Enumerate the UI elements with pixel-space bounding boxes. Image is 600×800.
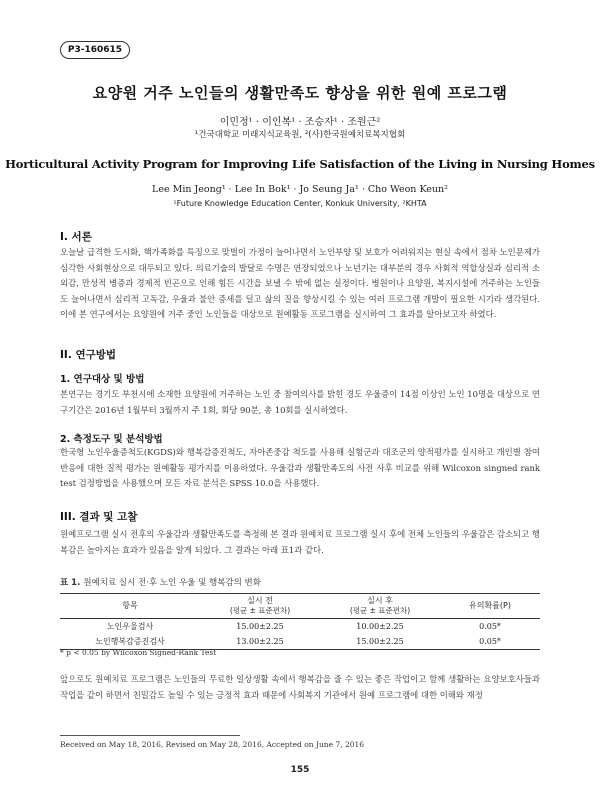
- results-paragraph: 원예프로그램 실시 전후의 우울감과 생활만족도를 측정해 본 결과 원예치료 프로그램 실시 후에 전체 노인들의 우울감은 감소되고 행복감은 높아지는 효과가 있음을 알게 되었다. 그 결과는 아래 표1과 같다.: [60, 529, 540, 555]
- korean-affiliation: ¹건국대학교 미래지식교육원, ²(사)한국원예치료복지협회: [194, 130, 406, 140]
- header-before: 실시 전 (평균 ± 표준편차): [229, 596, 291, 615]
- subjects-paragraph: 본연구는 경기도 부천시에 소재한 요양원에 거주하는 노인 중 참여의사를 밝힌 경도 우울증이 14점 이상인 노인 10명을 대상으로 연구기간은 2016년 1월부터 3월까지 주 1회, 회당 90분, 총 10회를 실시하였다.: [60, 389, 540, 415]
- subsection-heading-measures: 2. 측정도구 및 분석방법: [60, 434, 163, 445]
- table-row: [60, 619, 540, 635]
- table-caption-label: 표 1.: [60, 578, 81, 588]
- korean-authors: 이민정¹ · 이인복¹ · 조승자¹ · 조원근²: [219, 117, 381, 128]
- table-caption-text: 원예치료 실시 전·후 노인 우울 및 행복감의 변화: [83, 578, 261, 588]
- introduction-paragraph: 오늘날 급격한 도시화, 핵가족화를 특징으로 맞벌이 가정이 늘어나면서 노인부양 및 보호가 어려워지는 현실 속에서 점차 노인문제가 심각한 사회현상으로 대두되고 있다. 의료기술의 발달로 수명은 연장되었으나 노년기는 대부분의 경우 사회적 역할상실과 심리적 소외감, 만성적 병증과 경제적 빈곤으로 인해 힘든 시간을 보낼 수 밖에 없는 실정이다. 병원이나 요양원, 복지시설에 거주하는 노인들도 늘어나면서 심리적 고독감, 우울과 불안 증세를 덜고 삶의 질을 향상시킬 수 있는 여러 프로그램 개발이 필요한 시기라 생각된다. 이에 본 연구에서는 요양원에 거주 중인 노인들을 대상으로 원예활동 프로그램을 실시하여 그 효과를 알아보고자 하였다.: [60, 247, 540, 320]
- measures-paragraph: 한국형 노인우울증척도(KGDS)와 행복감증진척도, 자아존중감 척도를 사용해 실험군과 대조군의 양적평가를 실시하고 개인별 참여 반응에 대한 질적 평가는 원예활동 평가지를 이용하였다. 우울감과 생활만족도의 사전 사후 비교를 위해 Wilcoxon singned rank test 검정방법을 사용했으며 모든 자료 분석은 SPSS 10.0을 사용했다.: [60, 447, 540, 489]
- page-number: 155: [290, 765, 310, 775]
- paper-id-badge: P3-160615: [60, 41, 130, 59]
- table-cell: 15.00±2.25: [236, 622, 284, 631]
- footnote-divider: [60, 735, 240, 736]
- table-cell: 13.00±2.25: [236, 637, 284, 646]
- table-cell: 0.05*: [479, 622, 501, 631]
- received-dates: Received on May 18, 2016, Revised on May 28, 2016, Accepted on June 7, 2016: [60, 740, 365, 749]
- english-affiliation: ¹Future Knowledge Education Center, Konkuk University, ²KHTA: [173, 199, 427, 208]
- header-pvalue: 유의확률(P): [469, 601, 511, 610]
- table-cell: 노인우울검사: [106, 622, 154, 631]
- header-after: 실시 후 (평균 ± 표준편차): [349, 596, 411, 615]
- table-caption: [60, 576, 261, 588]
- table-cell: 10.00±2.25: [356, 622, 404, 631]
- english-title: Horticultural Activity Program for Improving Life Satisfaction of the Living in Nursing Homes: [5, 157, 595, 171]
- section-heading-introduction: I. 서론: [60, 231, 92, 243]
- english-authors: Lee Min Jeong¹ · Lee In Bok¹ · Jo Seung Ja¹ · Cho Weon Keun²: [152, 184, 448, 195]
- table-cell: 노인행복감증진검사: [95, 637, 165, 646]
- results-paragraph-2: 앞으로도 원예치료 프로그램은 노인들의 무료한 일상생활 속에서 행복감을 줄 수 있는 좋은 작업이고 함께 생활하는 요양보호사들과 작업을 같이 하면서 친밀감도 높일 수 있는 긍정적 효과 때문에 사회복지 기관에서 원예 프로그램에 대한 이해와 재정: [60, 674, 540, 700]
- header-item: 항목: [122, 601, 138, 610]
- table-header-row: [60, 594, 540, 619]
- table-cell: 0.05*: [479, 637, 501, 646]
- subsection-heading-subjects: 1. 연구대상 및 방법: [60, 374, 145, 385]
- section-heading-methods: II. 연구방법: [60, 349, 117, 361]
- table-cell: 15.00±2.25: [356, 637, 404, 646]
- table-footnote: * p < 0.05 by Wilcoxon Signed-Rank Test: [60, 648, 217, 657]
- korean-title: 요양원 거주 노인들의 생활만족도 향상을 위한 원예 프로그램: [92, 84, 508, 102]
- section-heading-results: III. 결과 및 고찰: [60, 511, 138, 523]
- results-table: [60, 593, 540, 650]
